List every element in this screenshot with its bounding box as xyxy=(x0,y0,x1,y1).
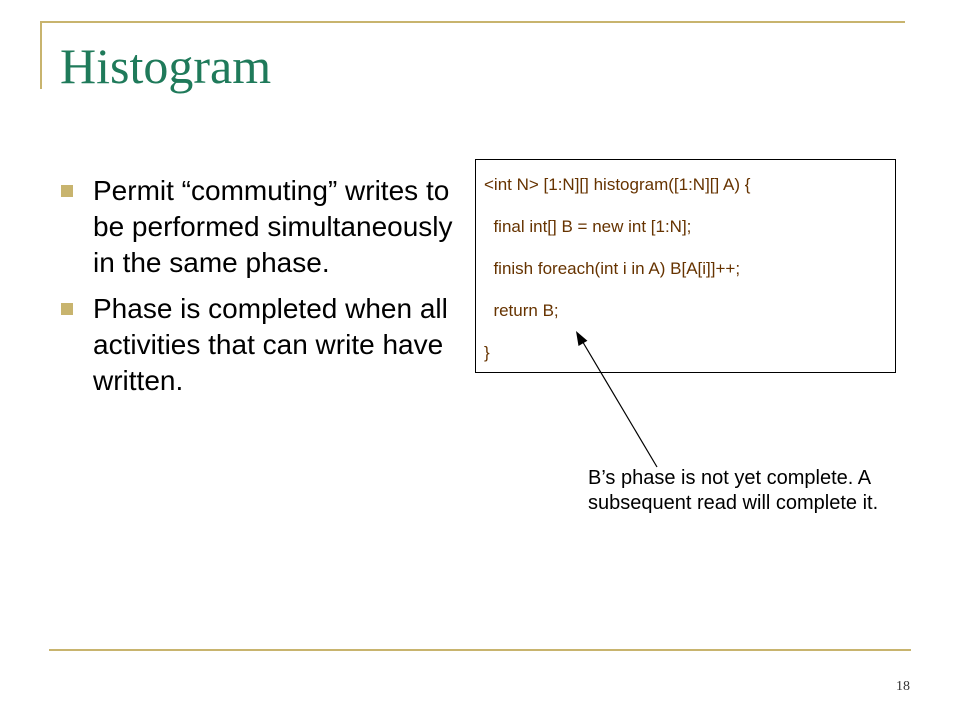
bottom-rule xyxy=(49,649,911,651)
code-line: } xyxy=(484,343,490,362)
page-number: 18 xyxy=(896,679,910,694)
arrow-head-icon xyxy=(576,331,587,346)
annotation-text: B’s phase is not yet complete. A subsequent read will complete it. xyxy=(588,467,879,514)
code-line: final int[] B = new int [1:N]; xyxy=(484,217,692,236)
arrow-line xyxy=(581,339,657,467)
code-line: finish foreach(int i in A) B[A[i]]++; xyxy=(484,259,741,278)
code-line: <int N> [1:N][] histogram([1:N][] A) { xyxy=(484,175,751,194)
code-line: return B; xyxy=(484,301,559,320)
bullet-text: Permit “commuting” writes to be performed simultaneously in the same phase. xyxy=(93,175,453,278)
slide-title: Histogram xyxy=(60,38,272,94)
bullet-text: Phase is completed when all activities that can write have written. xyxy=(93,293,448,396)
